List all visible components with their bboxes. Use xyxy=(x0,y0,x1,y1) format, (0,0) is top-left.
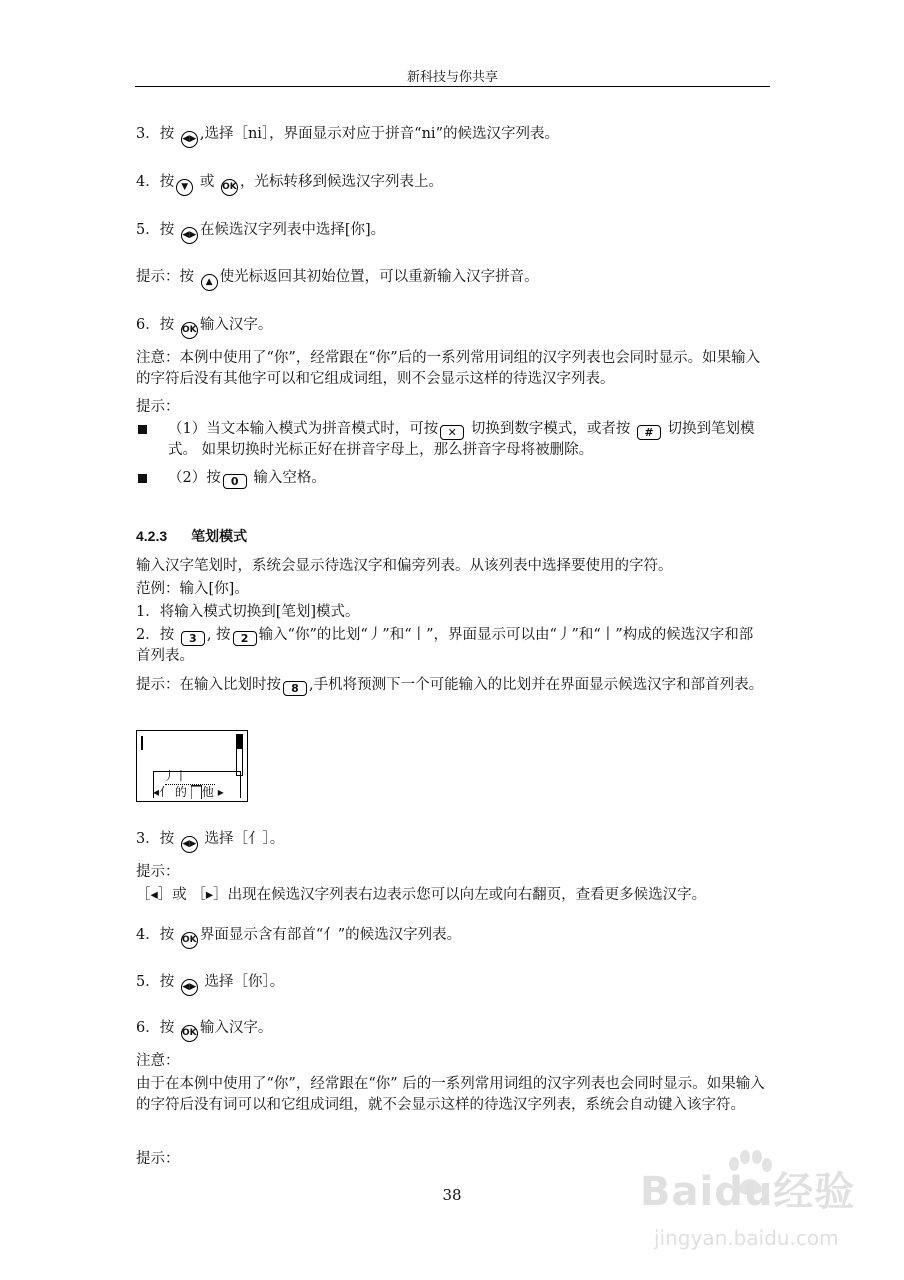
two-key-icon: 2 xyxy=(233,631,257,646)
scrollbar-thumb xyxy=(237,735,242,749)
three-key-icon: 3 xyxy=(181,631,205,646)
hash-key-icon: # xyxy=(637,425,661,440)
s2-step-2-pre: 2．按 xyxy=(136,627,179,643)
s2-step-4-post: 界面显示含有部首“亻”的候选汉字列表。 xyxy=(199,927,462,943)
up-key-icon: ▲ xyxy=(201,274,218,291)
step-3-post: ,选择［ni］，界面显示对应于拼音“ni”的候选汉字列表。 xyxy=(199,126,559,142)
page-header: 新科技与你共享 xyxy=(406,70,498,85)
s2-step-4 xyxy=(136,925,461,949)
zero-key-icon: 0 xyxy=(223,474,247,489)
note-1: 注意：本例中使用了“你”，经常跟在“你”后的一系列常用词组的汉字列表也会同时显示。如果输入的字符后没有其他字可以和它组成词组，则不会显示这样的待选汉字列表。 xyxy=(136,350,761,387)
baidu-watermark xyxy=(640,1150,880,1260)
s2-step-4-pre: 4．按 xyxy=(136,927,179,943)
s2-hint-post: ,手机将预测下一个可能输入的比划并在界面显示候选汉字和部首列表。 xyxy=(309,677,764,693)
bullet-marker xyxy=(138,425,147,434)
hint-1 xyxy=(136,267,539,291)
s2-step-2-post: 输入“你”的比划“丿”和“丨”，界面显示可以由“丿”和“丨”构成的候选汉字和部首列表。 xyxy=(136,627,754,664)
candidate-right: 他 ▸ xyxy=(201,785,224,799)
step-4-mid: 或 xyxy=(195,174,219,190)
s2-step-3-pre: 3．按 xyxy=(136,831,179,847)
section-title: 笔划模式 xyxy=(191,528,248,544)
bullet-2 xyxy=(168,468,768,489)
candidate-list xyxy=(153,783,224,800)
s2-step-2-mid: , 按 xyxy=(206,627,231,643)
phone-screen-figure xyxy=(136,730,248,802)
s2-step-6-post: 输入汉字。 xyxy=(199,1020,273,1036)
down-key-icon: ▼ xyxy=(176,179,193,196)
s2-step-2 xyxy=(136,625,766,667)
eight-key-icon: 8 xyxy=(283,681,307,696)
step-6 xyxy=(136,315,272,339)
header-rule xyxy=(135,86,770,87)
candidate-selected: ▇ xyxy=(191,785,201,799)
s2-step-3 xyxy=(136,829,284,853)
nav-key-icon: ◀▶ xyxy=(181,131,198,148)
watermark-logo: Baidu经验 xyxy=(640,1169,856,1215)
s2-hint-2: ［◂］或 ［▸］出现在候选汉字列表右边表示您可以向左或向右翻页，查看更多候选汉字。 xyxy=(136,887,707,903)
s2-step-6 xyxy=(136,1018,272,1042)
s2-note: 由于在本例中使用了“你”，经常跟在“你” 后的一系列常用词组的汉字列表也会同时显示。如果输入的字符后没有词可以和它组成词组，就不会显示这样的待选汉字列表，系统会自动键入该字符。 xyxy=(136,1076,765,1113)
step-4-post: ，光标转移到候选汉字列表上。 xyxy=(239,174,443,190)
s2-step-5-pre: 5．按 xyxy=(136,974,179,990)
bullet-2-post: 输入空格。 xyxy=(248,470,326,486)
s2-hint xyxy=(136,675,766,696)
s2-step-6-pre: 6．按 xyxy=(136,1020,179,1036)
bullet-1 xyxy=(168,419,768,461)
s2-step-1: 1．将输入模式切换到[笔划]模式。 xyxy=(136,604,360,620)
step-6-post: 输入汉字。 xyxy=(199,317,273,333)
ok-key-icon: OK xyxy=(181,932,198,949)
step-5-post: 在候选汉字列表中选择[你]。 xyxy=(199,222,386,238)
hint-1-pre: 提示：按 xyxy=(136,269,199,285)
nav-key-icon: ◀▶ xyxy=(181,979,198,996)
step-3 xyxy=(136,124,559,148)
scrollbar xyxy=(236,734,243,776)
ok-key-icon: OK xyxy=(221,179,238,196)
section-intro: 输入汉字笔划时，系统会显示待选汉字和偏旁列表。从该列表中选择要使用的字符。 xyxy=(136,558,673,574)
ok-key-icon: OK xyxy=(181,1025,198,1042)
section-heading xyxy=(136,526,247,546)
s2-hint-pre: 提示：在输入比划时按 xyxy=(136,677,281,693)
s2-note-label: 注意： xyxy=(136,1053,180,1069)
step-3-pre: 3．按 xyxy=(136,126,179,142)
hint-2-label: 提示： xyxy=(136,399,180,415)
watermark-url: jingyan.baidu.com xyxy=(654,1226,839,1250)
step-5-pre: 5．按 xyxy=(136,222,179,238)
candidate-left: ◂亻 的 xyxy=(153,785,191,799)
page-number: 38 xyxy=(442,1186,462,1204)
bullet-1-mid: 切换到数字模式，或者按 xyxy=(466,421,635,437)
s2-step-5-post: 选择［你］。 xyxy=(199,974,285,990)
ok-key-icon: OK xyxy=(181,322,198,339)
s2-step-5 xyxy=(136,972,284,996)
hint-1-post: 使光标返回其初始位置，可以重新输入汉字拼音。 xyxy=(219,269,539,285)
s2-step-3-post: 选择［亻］。 xyxy=(199,831,285,847)
nav-key-icon: ◀▶ xyxy=(181,227,198,244)
bullet-2-pre: （2）按 xyxy=(168,470,221,486)
bullet-marker xyxy=(138,474,147,483)
text-cursor xyxy=(141,736,143,750)
step-5 xyxy=(136,220,385,244)
s2-hint-2-label: 提示： xyxy=(136,864,180,880)
s2-hint-3-label: 提示： xyxy=(136,1151,180,1167)
clear-key-icon: ✕ xyxy=(440,425,464,440)
nav-key-icon: ◀▶ xyxy=(181,836,198,853)
section-number: 4.2.3 xyxy=(136,528,168,544)
example: 范例：输入[你]。 xyxy=(136,581,249,597)
step-4-pre: 4．按 xyxy=(136,174,175,190)
stroke-input: 丿丨 xyxy=(163,769,188,783)
step-4 xyxy=(136,172,443,196)
bullet-1-pre: （1）当文本输入模式为拼音模式时，可按 xyxy=(168,421,439,437)
bullet-1-post: 切换到笔划模式。 如果切换时光标正好在拼音字母上，那么拼音字母将被删除。 xyxy=(168,421,755,458)
step-6-pre: 6．按 xyxy=(136,317,179,333)
